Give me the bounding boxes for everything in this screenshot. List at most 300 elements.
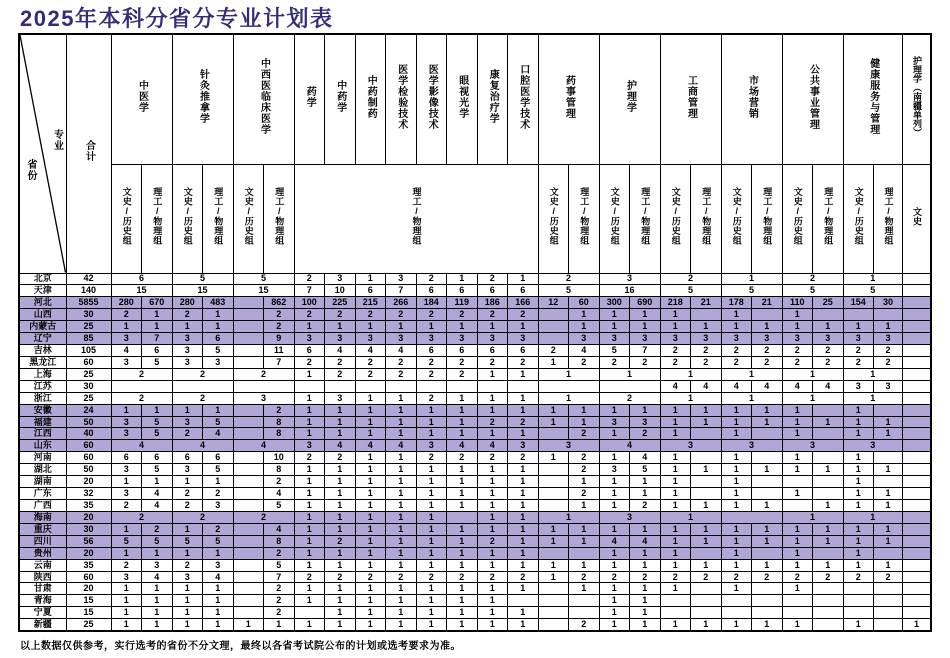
plan-cell: [903, 428, 932, 440]
plan-cell: 1: [355, 392, 386, 404]
plan-cell: 1: [477, 523, 508, 535]
col-header-gongshang: [660, 34, 721, 164]
plan-cell: 3: [111, 416, 142, 428]
plan-cell: 2: [172, 500, 203, 512]
plan-cell: [691, 488, 722, 500]
plan-cell: 25: [66, 321, 111, 333]
plan-cell: [874, 309, 903, 321]
plan-cell: [782, 607, 813, 619]
plan-cell: 4: [477, 440, 508, 452]
table-row: [19, 309, 931, 321]
plan-cell: 2: [264, 404, 295, 416]
plan-cell: 2: [325, 368, 356, 380]
subcol-ligong: [630, 164, 661, 273]
plan-cell: 60: [66, 452, 111, 464]
plan-cell: 1: [294, 619, 325, 631]
plan-cell: [538, 428, 569, 440]
province-label: 福建: [19, 416, 66, 428]
plan-cell: 1: [172, 404, 203, 416]
plan-cell: 5: [599, 345, 630, 357]
plan-cell: 3: [874, 380, 903, 392]
table-row: [19, 511, 931, 523]
plan-cell: 1: [447, 595, 478, 607]
plan-cell: 6: [416, 345, 447, 357]
plan-cell: 1: [477, 464, 508, 476]
plan-cell: 3: [111, 488, 142, 500]
subcol-label: 理工/物理组: [152, 187, 163, 245]
plan-cell: [903, 583, 932, 595]
plan-cell: 1: [782, 619, 813, 631]
plan-cell: 1: [599, 476, 630, 488]
table-row: [19, 619, 931, 631]
plan-cell: 1: [325, 404, 356, 416]
plan-cell: 1: [172, 583, 203, 595]
plan-cell: 25: [66, 368, 111, 380]
plan-cell: 30: [874, 297, 903, 309]
plan-cell: 2: [325, 356, 356, 368]
plan-cell: 1: [599, 595, 630, 607]
province-label: 陕西: [19, 571, 66, 583]
plan-cell: 1: [843, 273, 903, 285]
plan-cell: 1: [660, 404, 691, 416]
plan-cell: 1: [355, 535, 386, 547]
col-header-label: 药学: [304, 85, 316, 108]
plan-cell: 35: [66, 500, 111, 512]
plan-cell: [813, 428, 844, 440]
plan-cell: 1: [782, 488, 813, 500]
plan-cell: 1: [325, 511, 356, 523]
plan-cell: 2: [203, 488, 234, 500]
plan-cell: 1: [660, 428, 691, 440]
plan-cell: [294, 607, 325, 619]
plan-cell: 1: [111, 404, 142, 416]
plan-cell: 2: [111, 392, 172, 404]
plan-cell: 6: [203, 452, 234, 464]
table-row: [19, 356, 931, 368]
plan-cell: [538, 464, 569, 476]
plan-cell: 1: [416, 321, 447, 333]
plan-cell: 5: [721, 285, 782, 297]
plan-cell: 1: [477, 583, 508, 595]
table-row: [19, 345, 931, 357]
plan-cell: 3: [660, 333, 691, 345]
col-header-label: 市场营销: [746, 74, 758, 119]
province-label: 贵州: [19, 547, 66, 559]
plan-cell: 3: [111, 571, 142, 583]
plan-cell: [752, 595, 783, 607]
plan-cell: 3: [233, 392, 294, 404]
plan-cell: 2: [508, 571, 539, 583]
province-label: 新疆: [19, 619, 66, 631]
plan-cell: 1: [325, 500, 356, 512]
plan-cell: 1: [874, 321, 903, 333]
plan-cell: 1: [172, 476, 203, 488]
plan-cell: 4: [142, 571, 173, 583]
col-header-kangfu: [477, 34, 508, 164]
plan-cell: 2: [477, 309, 508, 321]
plan-cell: 1: [447, 535, 478, 547]
subcol-label: 文史/历史组: [609, 187, 620, 245]
plan-cell: 1: [294, 488, 325, 500]
plan-cell: 4: [782, 380, 813, 392]
plan-cell: 1: [508, 476, 539, 488]
plan-cell: 1: [843, 535, 874, 547]
plan-cell: 1: [355, 404, 386, 416]
plan-cell: 21: [752, 297, 783, 309]
plan-cell: 3: [325, 333, 356, 345]
plan-cell: 2: [691, 356, 722, 368]
plan-cell: [233, 404, 264, 416]
province-label: 内蒙古: [19, 321, 66, 333]
plan-cell: 3: [111, 356, 142, 368]
plan-cell: 1: [416, 595, 447, 607]
plan-cell: 4: [325, 440, 356, 452]
plan-cell: 1: [386, 321, 417, 333]
plan-cell: [752, 488, 783, 500]
plan-cell: 100: [294, 297, 325, 309]
plan-cell: 1: [142, 619, 173, 631]
plan-cell: [508, 380, 539, 392]
table-row: [19, 297, 931, 309]
plan-cell: [752, 547, 783, 559]
plan-cell: 1: [874, 500, 903, 512]
plan-cell: 1: [721, 488, 752, 500]
plan-cell: 1: [538, 511, 599, 523]
plan-cell: 1: [447, 392, 478, 404]
plan-cell: 2: [111, 309, 142, 321]
plan-cell: 6: [355, 285, 386, 297]
plan-cell: 6: [172, 452, 203, 464]
province-label: 广东: [19, 488, 66, 500]
plan-cell: 1: [325, 476, 356, 488]
plan-cell: 1: [782, 452, 813, 464]
col-header-label: 公共事业管理: [807, 63, 819, 130]
plan-cell: 1: [294, 392, 325, 404]
plan-cell: 3: [203, 500, 234, 512]
plan-cell: 1: [721, 416, 752, 428]
plan-cell: 1: [142, 404, 173, 416]
plan-cell: 1: [416, 476, 447, 488]
plan-cell: 30: [66, 523, 111, 535]
col-header-label: 中西医临床医学: [258, 58, 270, 136]
plan-cell: 6: [508, 285, 539, 297]
plan-cell: 3: [386, 333, 417, 345]
plan-cell: [660, 607, 691, 619]
plan-cell: 215: [355, 297, 386, 309]
plan-cell: [660, 595, 691, 607]
plan-cell: [233, 595, 264, 607]
plan-cell: 5: [264, 500, 295, 512]
plan-cell: 3: [599, 416, 630, 428]
plan-cell: [233, 535, 264, 547]
plan-cell: 3: [599, 273, 660, 285]
plan-cell: [538, 321, 569, 333]
plan-cell: 5: [203, 464, 234, 476]
corner-label-province: 省份: [25, 159, 36, 181]
plan-cell: 2: [569, 619, 600, 631]
plan-cell: [903, 333, 932, 345]
plan-cell: [782, 595, 813, 607]
plan-cell: 21: [691, 297, 722, 309]
plan-cell: 1: [294, 416, 325, 428]
plan-cell: 6: [294, 345, 325, 357]
plan-cell: 1: [355, 595, 386, 607]
plan-cell: 1: [386, 595, 417, 607]
plan-cell: [903, 368, 932, 380]
plan-cell: 2: [630, 428, 661, 440]
plan-cell: 1: [294, 321, 325, 333]
corner-cell: [19, 34, 66, 273]
plan-cell: 3: [813, 333, 844, 345]
plan-cell: [691, 309, 722, 321]
plan-cell: 1: [447, 619, 478, 631]
plan-cell: 2: [874, 571, 903, 583]
plan-cell: 1: [599, 309, 630, 321]
plan-cell: [903, 297, 932, 309]
plan-cell: 1: [874, 535, 903, 547]
table-row: [19, 523, 931, 535]
plan-cell: 1: [630, 595, 661, 607]
plan-cell: 85: [66, 333, 111, 345]
subcol-label: 理工/物理组: [883, 187, 894, 245]
plan-cell: [903, 356, 932, 368]
province-label: 北京: [19, 273, 66, 285]
plan-cell: 2: [782, 571, 813, 583]
plan-cell: 1: [843, 500, 874, 512]
subcol-ligong: [874, 164, 903, 273]
table-row: [19, 547, 931, 559]
plan-cell: 2: [569, 571, 600, 583]
plan-cell: 1: [569, 535, 600, 547]
col-header-shichang: [721, 34, 782, 164]
subcol-label: 理工/物理组: [213, 187, 224, 245]
plan-cell: 7: [294, 285, 325, 297]
plan-cell: 1: [386, 452, 417, 464]
plan-cell: 2: [538, 273, 599, 285]
plan-cell: 1: [843, 559, 874, 571]
col-header-label: 护理学（南疆单列）: [912, 56, 922, 138]
plan-cell: 3: [599, 511, 660, 523]
plan-cell: 1: [447, 273, 478, 285]
plan-cell: 1: [782, 416, 813, 428]
plan-cell: 3: [294, 440, 325, 452]
plan-cell: 2: [630, 356, 661, 368]
plan-cell: 1: [508, 559, 539, 571]
plan-cell: 1: [203, 321, 234, 333]
plan-cell: [874, 452, 903, 464]
plan-cell: [172, 380, 233, 392]
plan-cell: 1: [782, 404, 813, 416]
plan-cell: 4: [111, 440, 172, 452]
plan-cell: 1: [294, 559, 325, 571]
plan-cell: 1: [325, 523, 356, 535]
plan-cell: 2: [264, 595, 295, 607]
plan-cell: 1: [721, 309, 752, 321]
plan-cell: 1: [355, 452, 386, 464]
plan-cell: 1: [843, 452, 874, 464]
plan-cell: 1: [325, 619, 356, 631]
plan-cell: 1: [721, 368, 782, 380]
plan-cell: 3: [386, 273, 417, 285]
plan-cell: 4: [721, 380, 752, 392]
plan-cell: 6: [111, 452, 142, 464]
plan-cell: 1: [843, 428, 874, 440]
plan-cell: 1: [538, 571, 569, 583]
plan-cell: 5: [142, 535, 173, 547]
plan-cell: [691, 428, 722, 440]
plan-cell: 2: [843, 356, 874, 368]
col-header-label: 中医学: [136, 80, 148, 114]
plan-cell: [721, 595, 752, 607]
plan-cell: 2: [264, 321, 295, 333]
plan-cell: 2: [477, 356, 508, 368]
plan-cell: 1: [782, 523, 813, 535]
plan-cell: [447, 380, 478, 392]
plan-cell: 1: [569, 404, 600, 416]
plan-cell: 5: [538, 285, 599, 297]
table-row: [19, 464, 931, 476]
plan-cell: [752, 452, 783, 464]
plan-cell: 1: [294, 595, 325, 607]
header-row-groups: [19, 164, 931, 273]
plan-cell: 1: [386, 488, 417, 500]
plan-cell: [538, 500, 569, 512]
plan-cell: 2: [508, 356, 539, 368]
plan-cell: 1: [477, 595, 508, 607]
plan-cell: 1: [477, 476, 508, 488]
plan-cell: 1: [325, 547, 356, 559]
plan-cell: [538, 476, 569, 488]
col-header-yingxiang: [416, 34, 447, 164]
plan-cell: 1: [721, 559, 752, 571]
plan-cell: 2: [294, 273, 325, 285]
plan-cell: 1: [660, 392, 721, 404]
plan-cell: [903, 440, 932, 452]
province-label: 四川: [19, 535, 66, 547]
plan-cell: 2: [508, 416, 539, 428]
table-row: [19, 416, 931, 428]
table-row: [19, 285, 931, 297]
plan-cell: 2: [264, 309, 295, 321]
plan-cell: 12: [538, 297, 569, 309]
plan-cell: 1: [416, 404, 447, 416]
plan-cell: [691, 595, 722, 607]
plan-cell: 1: [599, 547, 630, 559]
plan-cell: 2: [416, 368, 447, 380]
plan-cell: 1: [874, 523, 903, 535]
plan-cell: 1: [782, 511, 843, 523]
plan-cell: 1: [752, 559, 783, 571]
plan-cell: 1: [447, 428, 478, 440]
plan-cell: 2: [477, 535, 508, 547]
plan-cell: [233, 547, 264, 559]
plan-cell: 5: [843, 285, 903, 297]
plan-cell: 1: [599, 404, 630, 416]
plan-cell: [903, 607, 932, 619]
plan-cell: 178: [721, 297, 752, 309]
table-row: [19, 380, 931, 392]
plan-cell: 1: [508, 464, 539, 476]
plan-cell: 1: [843, 464, 874, 476]
plan-cell: 15: [172, 285, 233, 297]
plan-cell: 1: [660, 547, 691, 559]
plan-cell: 1: [752, 619, 783, 631]
province-label: 上海: [19, 368, 66, 380]
plan-cell: 4: [630, 535, 661, 547]
plan-cell: 3: [843, 380, 874, 392]
plan-cell: 4: [142, 488, 173, 500]
plan-cell: 1: [721, 464, 752, 476]
plan-cell: [903, 488, 932, 500]
plan-cell: 3: [172, 345, 203, 357]
plan-cell: 1: [538, 356, 569, 368]
plan-cell: 1: [691, 559, 722, 571]
plan-cell: 1: [447, 500, 478, 512]
plan-cell: 2: [416, 356, 447, 368]
plan-cell: [874, 619, 903, 631]
plan-cell: [691, 476, 722, 488]
plan-cell: [843, 607, 874, 619]
plan-cell: 1: [843, 523, 874, 535]
plan-cell: 1: [477, 511, 508, 523]
plan-cell: 3: [325, 273, 356, 285]
plan-cell: 1: [355, 321, 386, 333]
plan-cell: 6: [142, 452, 173, 464]
plan-cell: 1: [386, 500, 417, 512]
plan-cell: 50: [66, 416, 111, 428]
plan-cell: [538, 595, 569, 607]
plan-cell: [538, 607, 569, 619]
plan-cell: 1: [264, 619, 295, 631]
plan-cell: 1: [599, 523, 630, 535]
plan-cell: 1: [416, 464, 447, 476]
plan-cell: 1: [111, 547, 142, 559]
plan-cell: 3: [142, 559, 173, 571]
table-row: [19, 535, 931, 547]
plan-cell: 1: [569, 309, 600, 321]
plan-cell: [477, 380, 508, 392]
plan-cell: [691, 452, 722, 464]
subcol-ligong: [264, 164, 295, 273]
plan-cell: [903, 452, 932, 464]
plan-cell: 2: [782, 273, 843, 285]
plan-cell: 3: [660, 440, 721, 452]
plan-cell: 1: [599, 619, 630, 631]
province-label: 云南: [19, 559, 66, 571]
subcol-wenshi: [172, 164, 203, 273]
plan-cell: [813, 476, 844, 488]
plan-cell: 2: [416, 452, 447, 464]
plan-cell: 30: [66, 380, 111, 392]
plan-cell: 1: [782, 428, 813, 440]
plan-cell: 1: [386, 583, 417, 595]
plan-cell: 1: [599, 452, 630, 464]
plan-cell: 10: [264, 452, 295, 464]
header-row-majors: [19, 34, 931, 164]
plan-cell: 1: [508, 583, 539, 595]
plan-cell: 3: [569, 333, 600, 345]
plan-cell: 1: [691, 464, 722, 476]
plan-cell: 2: [172, 488, 203, 500]
plan-cell: 4: [264, 488, 295, 500]
plan-cell: 1: [386, 404, 417, 416]
plan-cell: 3: [843, 333, 874, 345]
plan-cell: 2: [691, 571, 722, 583]
plan-cell: 4: [386, 440, 417, 452]
plan-cell: 1: [416, 500, 447, 512]
plan-cell: 3: [111, 333, 142, 345]
plan-cell: 1: [477, 547, 508, 559]
